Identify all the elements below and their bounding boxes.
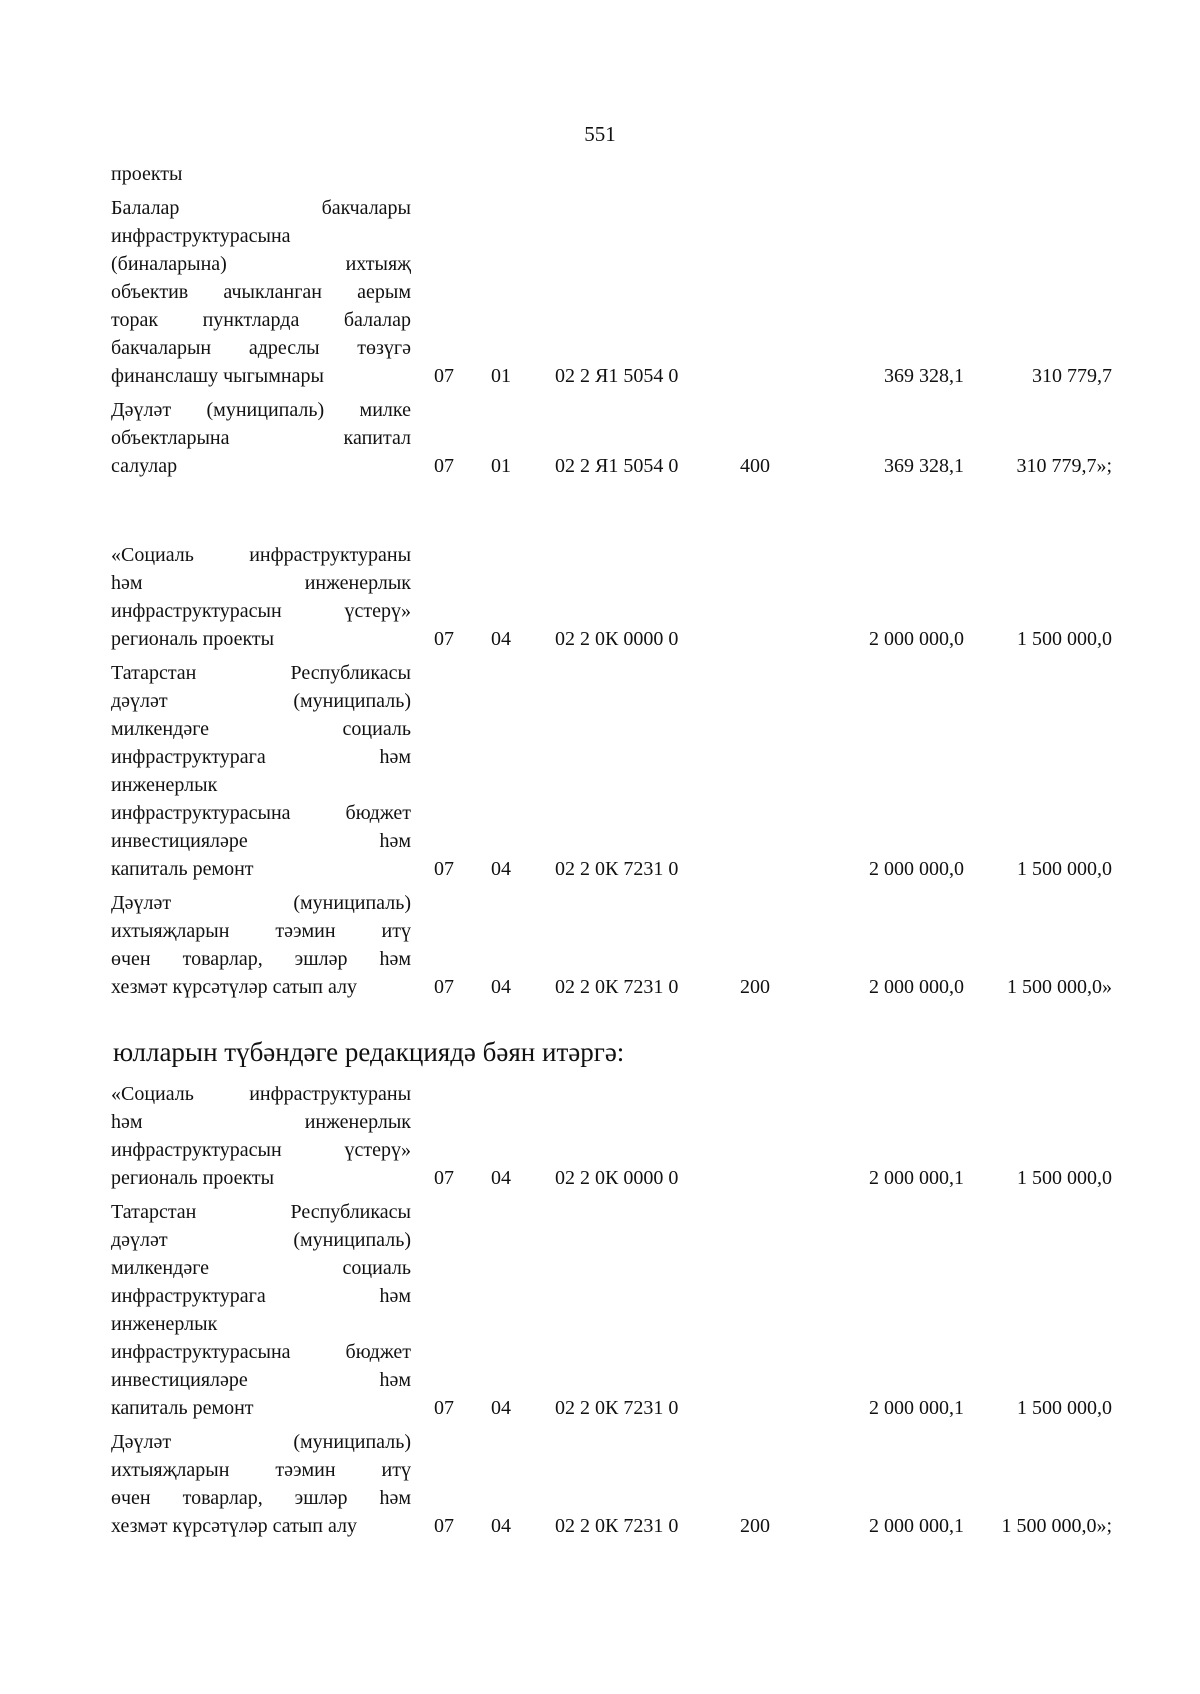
section-code: 07 (434, 1515, 454, 1537)
target-article-code: 02 2 0К 7231 0 (555, 976, 679, 998)
description-line: инженерлык (111, 1313, 218, 1335)
budget-row (111, 194, 1111, 390)
section-code: 07 (434, 858, 454, 880)
amount-year-1: 369 328,1 (884, 455, 964, 477)
description-line: объектив ачыкланган аерым (111, 281, 411, 303)
description-line: инфраструктурасын үстерү» (111, 1139, 411, 1161)
description-line: Дәүләт (муниципаль) (111, 1431, 411, 1453)
description-line: финанслашу чыгымнары (111, 365, 324, 387)
expense-type-code: 400 (740, 455, 770, 477)
budget-row (111, 541, 1111, 653)
budget-row (111, 1080, 1111, 1192)
section-code: 07 (434, 365, 454, 387)
description-line: инженерлык (111, 774, 218, 796)
amount-year-2: 1 500 000,0 (1017, 628, 1112, 650)
budget-row (111, 396, 1111, 480)
amount-year-1: 2 000 000,0 (869, 628, 964, 650)
amount-year-2: 1 500 000,0 (1017, 858, 1112, 880)
subsection-code: 04 (491, 1515, 511, 1537)
amount-year-1: 2 000 000,0 (869, 976, 964, 998)
subsection-code: 04 (491, 1397, 511, 1419)
description-line: өчен товарлар, эшләр һәм (111, 948, 411, 970)
page-number: 551 (584, 122, 616, 146)
description-line: инфраструктурасына бюджет (111, 802, 411, 824)
subsection-code: 01 (491, 365, 511, 387)
budget-row (111, 160, 1111, 188)
description-line: бакчаларын адреслы төзүгә (111, 337, 411, 359)
description-line: салулар (111, 455, 178, 477)
subsection-code: 04 (491, 858, 511, 880)
description-line: хезмәт күрсәтүләр сатып алу (111, 1515, 357, 1537)
description-line: капиталь ремонт (111, 858, 254, 880)
section-code: 07 (434, 1167, 454, 1189)
amount-year-2: 1 500 000,0»; (1001, 1515, 1112, 1537)
description-line: проекты (111, 163, 183, 185)
description-line: Татарстан Республикасы (111, 662, 411, 684)
target-article-code: 02 2 0К 7231 0 (555, 1515, 679, 1537)
description-line: Татарстан Республикасы (111, 1201, 411, 1223)
target-article-code: 02 2 0К 7231 0 (555, 858, 679, 880)
row-description (111, 659, 411, 883)
description-line: дәүләт (муниципаль) (111, 690, 411, 712)
amount-year-2: 310 779,7»; (1016, 455, 1112, 477)
row-description (111, 160, 411, 188)
budget-row (111, 1198, 1111, 1422)
row-description (111, 1428, 411, 1540)
description-line: һәм инженерлык (111, 1111, 411, 1133)
subsection-code: 04 (491, 628, 511, 650)
section-code: 07 (434, 1397, 454, 1419)
description-line: Дәүләт (муниципаль) (111, 892, 411, 914)
description-line: милкендәге социаль (111, 1257, 411, 1279)
instruction-phrase: юлларын түбәндәге редакциядә бәян итәргә: (113, 1037, 625, 1067)
amount-year-1: 369 328,1 (884, 365, 964, 387)
description-line: Балалар бакчалары (111, 197, 411, 219)
description-line: «Социаль инфраструктураны (111, 1083, 411, 1105)
description-line: милкендәге социаль (111, 718, 411, 740)
description-line: инфраструктурасын үстерү» (111, 600, 411, 622)
target-article-code: 02 2 0К 0000 0 (555, 628, 679, 650)
subsection-code: 01 (491, 455, 511, 477)
target-article-code: 02 2 0К 7231 0 (555, 1397, 679, 1419)
description-line: Дәүләт (муниципаль) милке (111, 399, 411, 421)
budget-row (111, 889, 1111, 1001)
description-line: региональ проекты (111, 1167, 275, 1189)
row-description (111, 1080, 411, 1192)
amount-year-1: 2 000 000,1 (869, 1167, 964, 1189)
description-line: региональ проекты (111, 628, 275, 650)
amount-year-2: 310 779,7 (1032, 365, 1112, 387)
section-code: 07 (434, 628, 454, 650)
description-line: ихтыяҗларын тәэмин итү (111, 1459, 411, 1481)
section-code: 07 (434, 976, 454, 998)
description-line: объектларына капитал (111, 427, 411, 449)
row-description (111, 1198, 411, 1422)
description-line: ихтыяҗларын тәэмин итү (111, 920, 411, 942)
description-line: капиталь ремонт (111, 1397, 254, 1419)
description-line: инвестицияләре һәм (111, 830, 411, 852)
expense-type-code: 200 (740, 976, 770, 998)
row-description (111, 889, 411, 1001)
description-line: (биналарына) ихтыяҗ (111, 253, 411, 275)
target-article-code: 02 2 Я1 5054 0 (555, 365, 679, 387)
description-line: һәм инженерлык (111, 572, 411, 594)
amount-year-2: 1 500 000,0 (1017, 1397, 1112, 1419)
description-line: инфраструктурага һәм (111, 746, 411, 768)
amount-year-2: 1 500 000,0» (1007, 976, 1112, 998)
description-line: инвестицияләре һәм (111, 1369, 411, 1391)
description-line: «Социаль инфраструктураны (111, 544, 411, 566)
amount-year-1: 2 000 000,1 (869, 1397, 964, 1419)
target-article-code: 02 2 Я1 5054 0 (555, 455, 679, 477)
target-article-code: 02 2 0К 0000 0 (555, 1167, 679, 1189)
budget-row (111, 1428, 1111, 1540)
description-line: өчен товарлар, эшләр һәм (111, 1487, 411, 1509)
subsection-code: 04 (491, 976, 511, 998)
row-description (111, 541, 411, 653)
row-description (111, 396, 411, 480)
budget-row (111, 659, 1111, 883)
description-line: дәүләт (муниципаль) (111, 1229, 411, 1251)
expense-type-code: 200 (740, 1515, 770, 1537)
amount-year-2: 1 500 000,0 (1017, 1167, 1112, 1189)
subsection-code: 04 (491, 1167, 511, 1189)
amount-year-1: 2 000 000,0 (869, 858, 964, 880)
description-line: торак пунктларда балалар (111, 309, 411, 331)
section-code: 07 (434, 455, 454, 477)
description-line: инфраструктурасына (111, 225, 291, 247)
row-description (111, 194, 411, 390)
description-line: хезмәт күрсәтүләр сатып алу (111, 976, 357, 998)
description-line: инфраструктурага һәм (111, 1285, 411, 1307)
description-line: инфраструктурасына бюджет (111, 1341, 411, 1363)
amount-year-1: 2 000 000,1 (869, 1515, 964, 1537)
